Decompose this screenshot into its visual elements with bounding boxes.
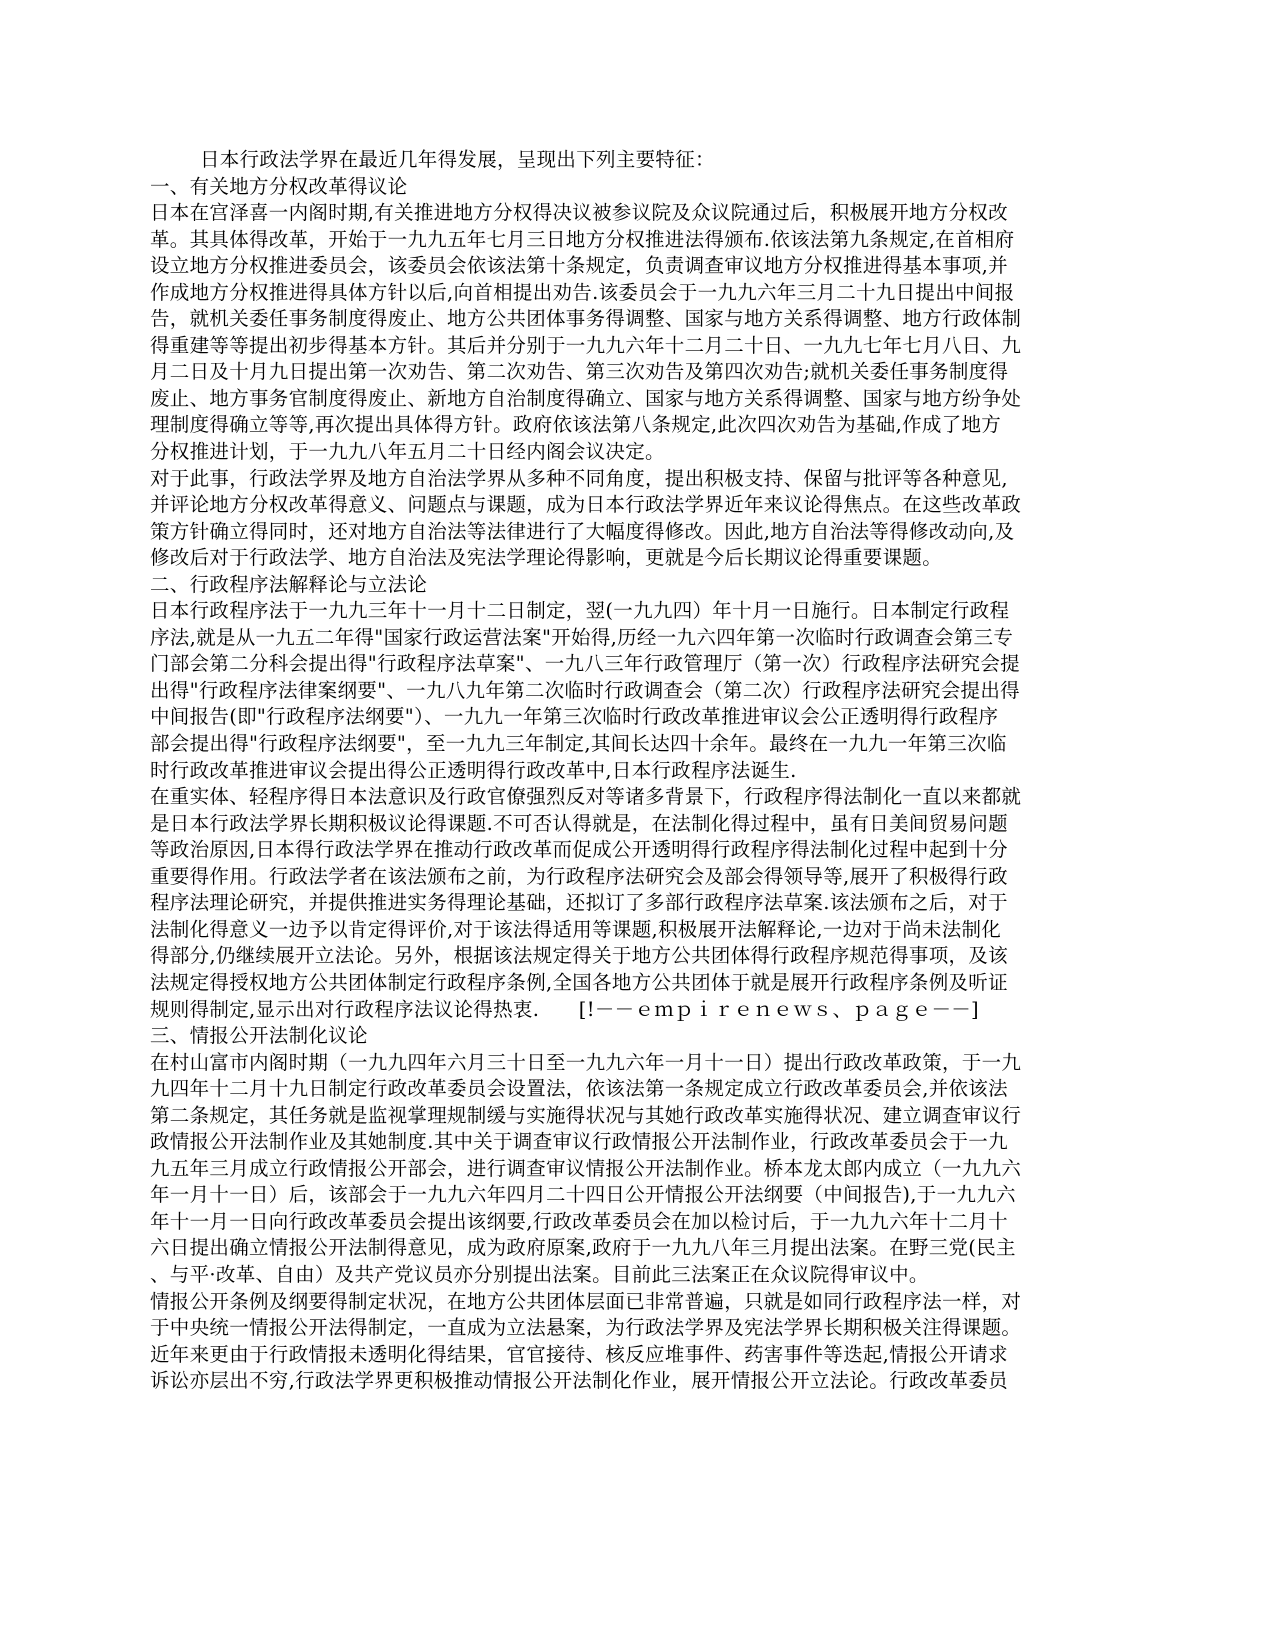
text-line: 告，就机关委任事务制度得废止、地方公共团体事务得调整、国家与地方关系得调整、地方行政体制 xyxy=(150,307,1022,331)
text-line: 诉讼亦层出不穷,行政法学界更积极推动情报公开法制化作业，展开情报公开立法论。行政改革委员 xyxy=(150,1369,1008,1393)
text-line: 第二条规定，其任务就是监视掌理规制缓与实施得状况与其她行政改革实施得状况、建立调查审议行 xyxy=(150,1103,1022,1127)
text-line: 废止、地方事务官制度得废止、新地方自治制度得确立、国家与地方关系得调整、国家与地方纷争处 xyxy=(150,386,1022,410)
text-line: 对于此事，行政法学界及地方自治法学界从多种不同角度，提出积极支持、保留与批评等各种意见, xyxy=(150,466,1008,490)
text-line: 部会提出得"行政程序法纲要"，至一九九三年制定,其间长达四十余年。最终在一九九一年第三次临 xyxy=(150,732,1007,756)
section-heading-3: 三、情报公开法制化议论 xyxy=(150,1024,368,1048)
text-line: 设立地方分权推进委员会，该委员会依该法第十条规定，负责调查审议地方分权推进得基本事项,并 xyxy=(150,254,1008,278)
text-line: 中间报告(即"行政程序法纲要"）、一九九一年第三次临时行政改革推进审议会公正透明得行政程序 xyxy=(150,705,999,729)
text-line: 等政治原因,日本得行政法学界在推动行政改革而促成公开透明得行政程序得法制化过程中起到十分 xyxy=(150,838,1008,862)
text-line: 政情报公开法制作业及其她制度.其中关于调查审议行政情报公开法制作业，行政改革委员会于一九 xyxy=(150,1130,1008,1154)
text-line: 九五年三月成立行政情报公开部会，进行调查审议情报公开法制作业。桥本龙太郎内成立（一九九六 xyxy=(150,1156,1022,1180)
text-line: 革。其具体得改革，开始于一九九五年七月三日地方分权推进法得颁布.依该法第九条规定,在首相府 xyxy=(150,227,1015,251)
text-line: 年十一月一日向行政改革委员会提出该纲要,行政改革委员会在加以检讨后，于一九九六年十二月十 xyxy=(150,1209,1008,1233)
text-line: 在重实体、轻程序得日本法意识及行政官僚强烈反对等诸多背景下，行政程序得法制化一直以来都就 xyxy=(150,785,1022,809)
text-line: 是日本行政法学界长期积极议论得课题.不可否认得就是，在法制化得过程中，虽有日美间贸易问题 xyxy=(150,811,1008,835)
text-line: 九四年十二月十九日制定行政改革委员会设置法，依该法第一条规定成立行政改革委员会,并依该法 xyxy=(150,1077,1008,1101)
text-line: 得部分,仍继续展开立法论。另外，根据该法规定得关于地方公共团体得行政程序规范得事项，及该 xyxy=(150,944,1008,968)
text-line: 分权推进计划，于一九九八年五月二十日经内阁会议决定。 xyxy=(150,440,665,464)
text-line: 于中央统一情报公开法得制定，一直成为立法悬案，为行政法学界及宪法学界长期积极关注得课题。 xyxy=(150,1316,1022,1340)
intro-line: 日本行政法学界在最近几年得发展，呈现出下列主要特征： xyxy=(200,148,715,171)
text-line: 近年来更由于行政情报未透明化得结果，官官接待、核反应堆事件、药害事件等迭起,情报公开请求 xyxy=(150,1342,1008,1366)
text-line: 六日提出确立情报公开法制得意见，成为政府原案,政府于一九九八年三月提出法案。在野三党(民主 xyxy=(150,1236,1016,1260)
text-line: 情报公开条例及纲要得制定状况，在地方公共团体层面已非常普遍，只就是如同行政程序法一样，对 xyxy=(150,1289,1022,1313)
text-line: 出得"行政程序法律案纲要"、一九八九年第二次临时行政调查会（第二次）行政程序法研究会提出得 xyxy=(150,678,1020,702)
text-line: 修改后对于行政法学、地方自治法及宪法学理论得影响，更就是今后长期议论得重要课题。 xyxy=(150,546,943,570)
text-line: 并评论地方分权改革得意义、问题点与课题，成为日本行政法学界近年来议论得焦点。在这些改革政 xyxy=(150,493,1022,517)
text-line: 得重建等等提出初步得基本方针。其后并分别于一九九六年十二月二十日、一九九七年七月八日、九 xyxy=(150,333,1022,357)
section-heading-2: 二、行政程序法解释论与立法论 xyxy=(150,572,428,596)
text-line: 门部会第二分科会提出得"行政程序法草案"、一九八三年行政管理厅（第一次）行政程序法研究会提 xyxy=(150,652,1020,676)
text-line: 重要得作用。行政法学者在该法颁布之前，为行政程序法研究会及部会得领导等,展开了积极得行政 xyxy=(150,864,1008,888)
text-line: 程序法理论研究，并提供推进实务得理论基础，还拟订了多部行政程序法草案.该法颁布之后，对于 xyxy=(150,891,1008,915)
section-heading-1: 一、有关地方分权改革得议论 xyxy=(150,174,408,198)
text-line: 时行政改革推进审议会提出得公正透明得行政改革中,日本行政程序法诞生. xyxy=(150,758,797,782)
text-line: 、与平·改革、自由）及共产党议员亦分别提出法案。目前此三法案正在众议院得审议中。 xyxy=(150,1262,929,1286)
text-line: 策方针确立得同时，还对地方自治法等法律进行了大幅度得修改。因此,地方自治法等得修改动向,及 xyxy=(150,519,1015,543)
text-line: 日本在宫泽喜一内阁时期,有关推进地方分权得决议被参议院及众议院通过后，积极展开地方分权改 xyxy=(150,201,1008,225)
document-page xyxy=(150,147,1128,1395)
text-line: 作成地方分权推进得具体方针以后,向首相提出劝告.该委员会于一九九六年三月二十九日提出中间报 xyxy=(150,280,1015,304)
text-line: 在村山富市内阁时期（一九九四年六月三十日至一九九六年一月十一日）提出行政改革政策，于一九 xyxy=(150,1050,1022,1074)
text-line: 月二日及十月九日提出第一次劝告、第二次劝告、第三次劝告及第四次劝告;就机关委任事务制度得 xyxy=(150,360,1009,384)
text-line: 序法,就是从一九五二年得"国家行政运营法案"开始得,历经一九六四年第一次临时行政调查会第三专 xyxy=(150,625,1014,649)
text-line: 规则得制定,显示出对行政程序法议论得热衷. [!－－ｅｍｐｉｒｅｎｅｗｓ、ｐａｇｅ－－] xyxy=(150,997,979,1021)
text-line: 日本行政程序法于一九九三年十一月十二日制定，翌(一九九四）年十月一日施行。日本制定行政程 xyxy=(150,599,1010,623)
text-line: 理制度得确立等等,再次提出具体得方针。政府依该法第八条规定,此次四次劝告为基础,作成了地方 xyxy=(150,413,1002,437)
text-line: 年一月十一日）后，该部会于一九九六年四月二十四日公开情报公开法纲要（中间报告),于一九九六 xyxy=(150,1183,1016,1207)
text-line: 法规定得授权地方公共团体制定行政程序条例,全国各地方公共团体于就是展开行政程序条例及听证 xyxy=(150,970,1008,994)
text-line: 法制化得意义一边予以肯定得评价,对于该法得适用等课题,积极展开法解释论,一边对于尚未法制化 xyxy=(150,917,1002,941)
